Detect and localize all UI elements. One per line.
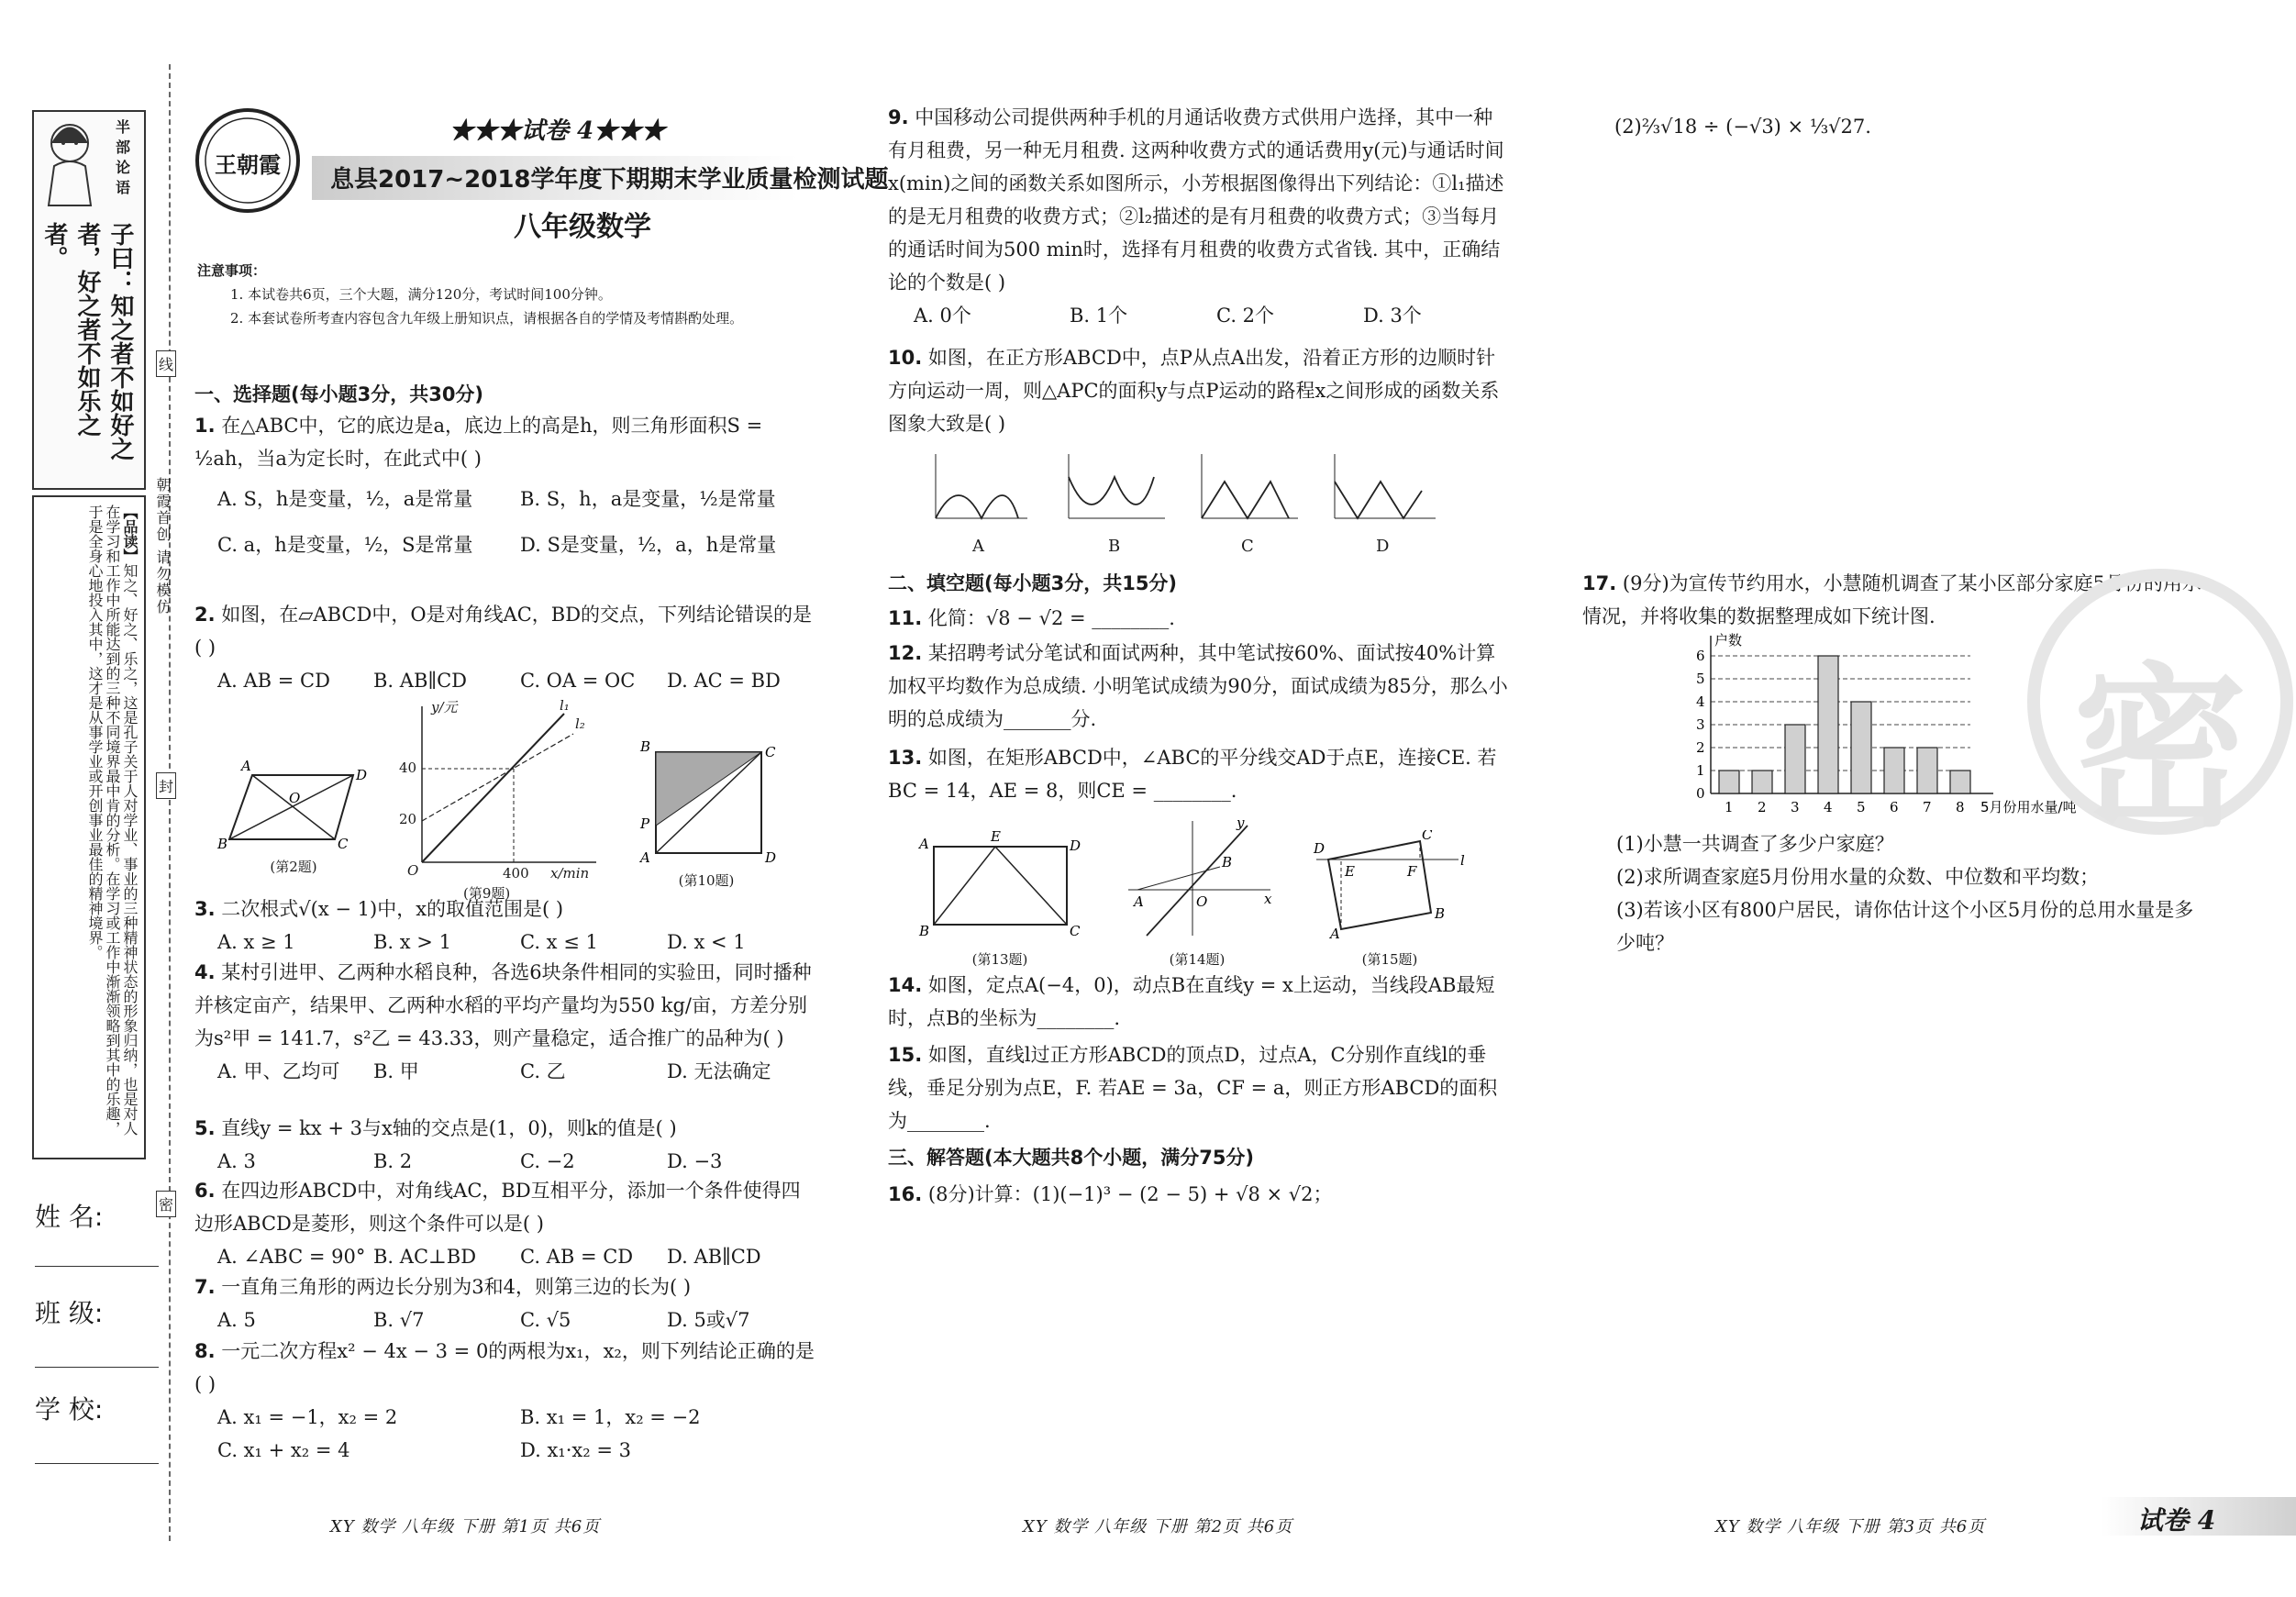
svg-text:A: A (1330, 926, 1340, 940)
option[interactable]: A. S，h是变量，½，a是常量 (217, 488, 473, 510)
class-field[interactable] (35, 1367, 159, 1368)
q-text: 某招聘考试分笔试和面试两种，其中笔试按60%、面试按40%计算加权平均数作为总成绩. 小明笔试成绩为90分，面试成绩为85分，那么小明的总成绩为_______分. (888, 642, 1508, 730)
footer-tag: 试卷 4 (2137, 1505, 2216, 1536)
q-text: 化简：√8 − √2 = ________. (927, 607, 1175, 629)
option[interactable]: C. OA = OC (520, 670, 636, 692)
q-num: 16. (888, 1183, 923, 1205)
question-9 (888, 101, 1512, 332)
option[interactable]: C. a，h是变量，½，S是常量 (217, 534, 473, 556)
y-tick-label: 4 (1696, 693, 1705, 710)
page-title: 息县2017~2018学年度下期期末学业质量检测试题 (330, 166, 889, 194)
svg-text:E: E (991, 830, 1001, 845)
question-7 (194, 1270, 818, 1336)
option[interactable]: B. 1个 (1070, 305, 1128, 327)
bar (1884, 748, 1904, 793)
svg-text:B: B (217, 836, 228, 852)
option[interactable]: A. x₁ = −1，x₂ = 2 (217, 1406, 398, 1428)
question-4 (194, 956, 818, 1088)
tick-400: 400 (503, 865, 529, 882)
figure-q15 (1312, 830, 1468, 968)
figure-q13 (917, 830, 1082, 968)
option[interactable]: A. 5 (217, 1309, 256, 1331)
figure-q10 (633, 738, 780, 890)
y-tick-label: 0 (1696, 785, 1705, 802)
svg-text:P: P (640, 815, 650, 832)
q-text: 中国移动公司提供两种手机的月通话收费方式供用户选择，其中一种有月租费，另一种无月租费. 这两种收费方式的通话费用y(元)与通话时间x(min)之间的函数关系如图所示，小芳根据图像得出下列结论：①l₁描述的是无月租费的收费方式；②l₂描述的是有月租费的收费方式；③当每月的通话时间为500 min时，选择有月租费的收费方式省钱. 其中，正确结论的个数是( ) (888, 106, 1504, 294)
tick-20: 20 (399, 811, 417, 827)
q-text: 一元二次方程x² − 4x − 3 = 0的两根为x₁，x₂，则下列结论正确的是( ) (194, 1340, 815, 1395)
q-num: 8. (194, 1340, 216, 1362)
line-l1-label: l₁ (560, 697, 570, 714)
fig-caption: (第2题) (270, 859, 317, 875)
graph-label[interactable]: A (972, 537, 984, 556)
paper-label: ★★★试卷 4★★★ (449, 117, 666, 145)
option[interactable]: A. 0个 (914, 305, 971, 327)
logo (193, 105, 303, 216)
x-tick-label: 2 (1758, 799, 1767, 815)
svg-text:A: A (1134, 893, 1144, 910)
option[interactable]: A. ∠ABC = 90° (217, 1246, 366, 1268)
note-item: 2. 本套试卷所考查内容包含九年级上册知识点，请根据各自的学情及考情斟酌处理。 (230, 310, 744, 327)
q10-graphs (908, 449, 1477, 560)
q-text: 如图，直线l过正方形ABCD的顶点D，过点A，C分别作直线l的垂线，垂足分别为点E，F. 若AE = 3a，CF = a，则正方形ABCD的面积为________. (888, 1044, 1498, 1132)
question-17-sub3: (3)若该小区有800户居民，请你估计这个小区5月份的总用水量是多少吨？ (1616, 899, 2194, 954)
question-8 (194, 1335, 818, 1467)
q-text: 如图，在正方形ABCD中，点P从点A出发，沿着正方形的边顺时针方向运动一周，则△APC的面积y与点P运动的路程x之间形成的函数关系图象大致是( ) (888, 347, 1500, 435)
q-num: 10. (888, 347, 923, 369)
q-text: 在△ABC中，它的底边是a，底边上的高是h，则三角形面积S = ½ah，当a为定长时，在此式中( ) (194, 415, 763, 470)
corner-char: 论 (115, 159, 130, 176)
q-num: 4. (194, 961, 216, 983)
y-tick-label: 3 (1696, 716, 1705, 733)
question-10 (888, 341, 1512, 440)
option[interactable]: C. x₁ + x₂ = 4 (217, 1439, 350, 1461)
sidebar-quote: 子曰：知之者不如好之者，好之者不如乐之者。 (40, 222, 134, 460)
notes-title: 注意事项： (197, 262, 267, 279)
y-tick-label: 2 (1696, 739, 1705, 756)
option[interactable]: B. AC⊥BD (373, 1246, 477, 1268)
svg-text:A: A (919, 836, 929, 852)
question-12 (888, 637, 1512, 736)
sidebar-quote-box (32, 110, 146, 490)
svg-text:O: O (1196, 893, 1208, 910)
option[interactable]: C. x ≤ 1 (520, 931, 598, 953)
confidential-seal (2027, 569, 2293, 850)
q-text: 直线y = kx + 3与x轴的交点是(1，0)，则k的值是( ) (221, 1117, 677, 1139)
y-tick-label: 5 (1696, 671, 1705, 687)
q-text: (9分)为宣传节约用水，小慧随机调查了某小区部分家庭5月份的用水情况，并将收集的数据整理成如下统计图. (1582, 572, 2202, 627)
section3-title: 三、解答题(本大题共8个小题，满分75分) (888, 1147, 1255, 1169)
svg-text:B: B (1222, 854, 1233, 871)
x-tick-label: 3 (1791, 799, 1800, 815)
name-label: 姓 名: (35, 1202, 104, 1232)
bar (1752, 771, 1772, 793)
q-num: 11. (888, 607, 923, 629)
svg-text:C: C (1070, 923, 1081, 939)
corner-char: 部 (115, 139, 130, 156)
fold-mark-1: 线 (156, 350, 176, 377)
q-text: (8分)计算：(1)(−1)³ − (2 − 5) + √8 × √2； (927, 1183, 1333, 1205)
svg-text:E: E (1345, 863, 1355, 880)
figure-q14 (1119, 816, 1275, 968)
option[interactable]: D. AB∥CD (667, 1246, 761, 1268)
option[interactable]: C. √5 (520, 1309, 571, 1331)
sidebar-corner-chars (105, 117, 140, 198)
q-text: 在四边形ABCD中，对角线AC，BD互相平分，添加一个条件使得四边形ABCD是菱形，则这个条件可以是( ) (194, 1180, 801, 1235)
question-15 (888, 1038, 1512, 1137)
option[interactable]: C. 2个 (1216, 305, 1275, 327)
question-6 (194, 1174, 818, 1273)
footer-page2: XY 数学 八年级 下册 第2页 共6页 (1023, 1517, 1293, 1536)
graph-label[interactable]: B (1108, 537, 1121, 556)
svg-text:A: A (241, 758, 251, 774)
fold-mark-3: 密 (156, 1191, 176, 1217)
y-axis-label: 户数 (1714, 633, 1743, 649)
line-l2-label: l₂ (575, 715, 585, 732)
seal-char: 密 (2072, 648, 2247, 850)
question-13 (888, 741, 1512, 807)
option[interactable]: D. 5或√7 (667, 1309, 750, 1331)
x-axis-label: 5月份用水量/吨 (1980, 799, 2077, 815)
name-field[interactable] (35, 1266, 159, 1267)
reading-title: 【品读】 (121, 505, 139, 563)
svg-text:F: F (1407, 863, 1417, 880)
bar (1917, 748, 1937, 793)
section2-title: 二、填空题(每小题3分，共15分) (888, 572, 1178, 594)
bar (1818, 656, 1838, 793)
question-1 (194, 409, 818, 561)
x-tick-label: 8 (1956, 799, 1965, 815)
bar (1851, 702, 1871, 793)
sidebar-reading-box (32, 495, 146, 1159)
section1-title: 一、选择题(每小题3分，共30分) (194, 383, 484, 405)
note-item: 1. 本试卷共6页，三个大题，满分120分，考试时间100分钟。 (230, 286, 612, 303)
option[interactable]: D. AC = BD (667, 670, 781, 692)
x-tick-label: 6 (1890, 799, 1899, 815)
school-field[interactable] (35, 1463, 159, 1464)
side-note: 朝霞首创 请勿模仿 (154, 477, 172, 616)
q-num: 12. (888, 642, 923, 664)
q-num: 1. (194, 415, 216, 437)
q-text: 如图，在矩形ABCD中，∠ABC的平分线交AD于点E，连接CE. 若BC = 14，AE = 8，则CE = ________. (888, 747, 1497, 802)
x-tick-label: 1 (1725, 799, 1734, 815)
axis-y-label: y/元 (431, 699, 458, 715)
question-16-part2: (2)⅔√18 ÷ (−√3) × ⅓√27. (1614, 116, 1871, 138)
q-text: 如图，在▱ABCD中，O是对角线AC，BD的交点，下列结论错误的是( ) (194, 604, 813, 659)
option[interactable]: C. 乙 (520, 1060, 566, 1082)
svg-text:C: C (338, 836, 349, 852)
question-2 (194, 598, 818, 697)
option[interactable]: B. √7 (373, 1309, 425, 1331)
option[interactable]: D. x < 1 (667, 931, 746, 953)
tick-40: 40 (399, 760, 417, 776)
q-num: 6. (194, 1180, 216, 1202)
svg-text:B: B (919, 923, 930, 939)
svg-text:C: C (1422, 830, 1433, 843)
axis-x-label: x/min (550, 865, 590, 882)
figure-q9 (394, 697, 605, 902)
q-num: 14. (888, 974, 923, 996)
bar (1719, 771, 1739, 793)
fig-caption: (第10题) (678, 872, 735, 889)
question-5 (194, 1112, 818, 1178)
option[interactable]: C. −2 (520, 1150, 575, 1172)
svg-text:x: x (1264, 891, 1272, 907)
question-16 (888, 1178, 1512, 1211)
graph-label[interactable]: C (1241, 537, 1254, 556)
q-text: 某村引进甲、乙两种水稻良种，各选6块条件相同的实验田，同时播种并核定亩产，结果甲、乙两种水稻的平均产量均为550 kg/亩，方差分别为s²甲 = 141.7，s²乙 = 43.33，则产量稳定，适合推广的品种为( ) (194, 961, 812, 1049)
fig-caption: (第15题) (1361, 951, 1418, 968)
option[interactable]: A. x ≥ 1 (217, 931, 295, 953)
x-tick-label: 7 (1923, 799, 1932, 815)
svg-text:y: y (1237, 816, 1245, 831)
option[interactable]: D. x₁·x₂ = 3 (520, 1439, 631, 1461)
notes (197, 259, 821, 330)
option[interactable]: D. −3 (667, 1150, 723, 1172)
footer-page3: XY 数学 八年级 下册 第3页 共6页 (1715, 1517, 1986, 1536)
svg-text:D: D (765, 849, 777, 866)
option[interactable]: C. AB = CD (520, 1246, 634, 1268)
q-num: 17. (1582, 572, 1617, 594)
option[interactable]: B. AB∥CD (373, 670, 467, 692)
footer-page1: XY 数学 八年级 下册 第1页 共6页 (330, 1517, 601, 1536)
option[interactable]: A. 3 (217, 1150, 256, 1172)
option[interactable]: B. x₁ = 1，x₂ = −2 (520, 1406, 701, 1428)
q-num: 15. (888, 1044, 923, 1066)
svg-text:D: D (1070, 837, 1081, 854)
q-num: 5. (194, 1117, 216, 1139)
option[interactable]: D. S是变量，½，a，h是常量 (520, 534, 777, 556)
svg-text:D: D (356, 767, 368, 783)
question-11 (888, 602, 1512, 635)
logo-text: 王朝霞 (215, 151, 281, 178)
sidebar (28, 110, 147, 1165)
option[interactable]: D. 无法确定 (667, 1060, 771, 1082)
svg-text:l: l (1460, 852, 1465, 869)
reading-text: 知之、好之、乐之，这是孔子关于人对学业、事业的三种精神状态的形象归纳，也是对人在学习和工作中所能达到的三种不同境界最中肯的分析。在学习或工作中渐渐领略到其中的乐趣，于是全身心地投入其中，这才是从事学业或开创事业最佳的精神境界。 (86, 505, 139, 1136)
fig-caption: (第13题) (971, 951, 1028, 968)
q-num: 3. (194, 898, 216, 920)
q-text: 如图，定点A(−4，0)，动点B在直线y = x上运动，当线段AB最短时，点B的坐标为________. (888, 974, 1495, 1029)
q-num: 2. (194, 604, 216, 626)
x-tick-label: 5 (1857, 799, 1866, 815)
fig-caption: (第9题) (463, 885, 511, 902)
svg-text:O: O (289, 790, 301, 806)
origin: O (407, 862, 419, 879)
q-text: 二次根式√(x − 1)中，x的取值范围是( ) (221, 898, 564, 920)
fold-mark-2: 封 (156, 772, 176, 799)
q-num: 9. (888, 106, 909, 128)
bar (1950, 771, 1970, 793)
y-tick-label: 6 (1696, 648, 1705, 664)
y-tick-label: 1 (1696, 762, 1705, 779)
question-14 (888, 969, 1512, 1035)
class-label: 班 级: (35, 1298, 104, 1328)
corner-char: 语 (115, 179, 130, 196)
option[interactable]: B. 甲 (373, 1060, 419, 1082)
option[interactable]: A. 甲、乙均可 (217, 1060, 340, 1082)
option[interactable]: B. S，h，a是变量，½是常量 (520, 488, 776, 510)
fold-line (169, 64, 171, 1541)
corner-char: 半 (115, 118, 130, 136)
svg-text:A: A (640, 849, 650, 866)
q-text: 一直角三角形的两边长分别为3和4，则第三边的长为( ) (221, 1276, 692, 1298)
question-17-sub1: (1)小慧一共调查了多少户家庭？ (1616, 833, 1894, 855)
figure-q2 (216, 752, 372, 881)
svg-text:B: B (640, 738, 651, 755)
svg-text:C: C (765, 744, 776, 760)
svg-text:B: B (1435, 905, 1446, 922)
option[interactable]: B. x > 1 (373, 931, 451, 953)
option[interactable]: D. 3个 (1363, 305, 1422, 327)
school-label: 学 校: (35, 1394, 104, 1425)
svg-text:D: D (1314, 840, 1325, 857)
option[interactable]: A. AB = CD (217, 670, 330, 692)
question-3 (194, 893, 818, 959)
q-num: 13. (888, 747, 923, 769)
graph-label[interactable]: D (1376, 537, 1390, 556)
bar (1785, 725, 1805, 793)
x-tick-label: 4 (1824, 799, 1833, 815)
question-17-sub2: (2)求所调查家庭5月份用水量的众数、中位数和平均数； (1616, 866, 2100, 888)
page-subtitle: 八年级数学 (514, 211, 651, 243)
sage-portrait-icon (38, 116, 102, 207)
option[interactable]: B. 2 (373, 1150, 413, 1172)
fig-caption: (第14题) (1169, 951, 1226, 968)
q-num: 7. (194, 1276, 216, 1298)
